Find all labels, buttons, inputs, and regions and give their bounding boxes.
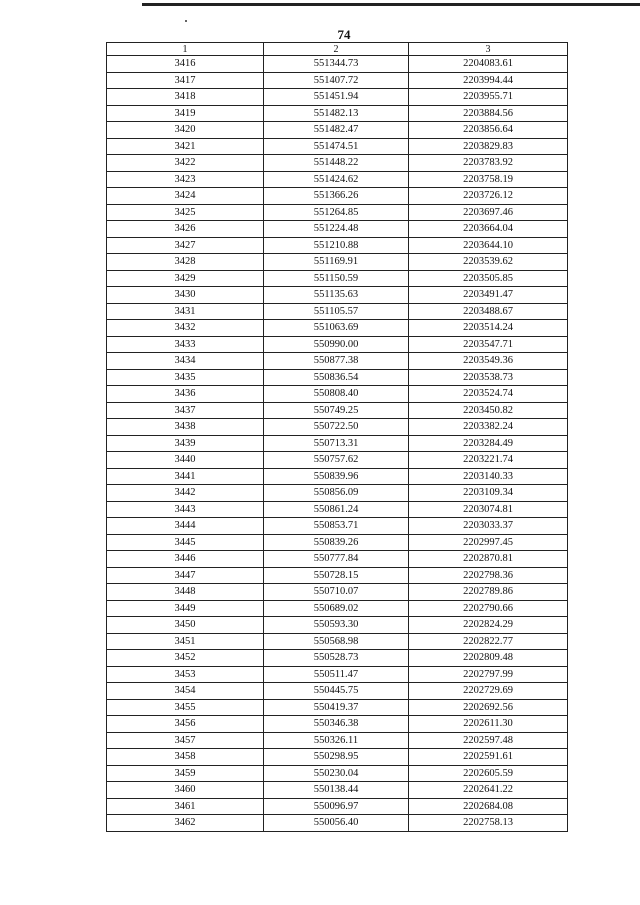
cell-point-number: 3430 xyxy=(107,287,264,304)
cell-x-coordinate: 550713.31 xyxy=(264,435,409,452)
cell-y-coordinate: 2202790.66 xyxy=(409,600,568,617)
cell-x-coordinate: 550568.98 xyxy=(264,633,409,650)
table-row xyxy=(107,501,568,518)
cell-point-number: 3432 xyxy=(107,320,264,337)
cell-y-coordinate: 2202997.45 xyxy=(409,534,568,551)
cell-y-coordinate: 2202809.48 xyxy=(409,650,568,667)
cell-x-coordinate: 550326.11 xyxy=(264,732,409,749)
cell-x-coordinate: 551135.63 xyxy=(264,287,409,304)
table-row xyxy=(107,72,568,89)
cell-x-coordinate: 550808.40 xyxy=(264,386,409,403)
cell-y-coordinate: 2202692.56 xyxy=(409,699,568,716)
cell-y-coordinate: 2203884.56 xyxy=(409,105,568,122)
cell-point-number: 3437 xyxy=(107,402,264,419)
cell-x-coordinate: 550749.25 xyxy=(264,402,409,419)
cell-x-coordinate: 550877.38 xyxy=(264,353,409,370)
table-row xyxy=(107,518,568,535)
cell-x-coordinate: 551169.91 xyxy=(264,254,409,271)
cell-point-number: 3431 xyxy=(107,303,264,320)
cell-point-number: 3434 xyxy=(107,353,264,370)
cell-point-number: 3427 xyxy=(107,237,264,254)
cell-x-coordinate: 551424.62 xyxy=(264,171,409,188)
table-row xyxy=(107,584,568,601)
cell-x-coordinate: 550419.37 xyxy=(264,699,409,716)
table-row xyxy=(107,122,568,139)
cell-y-coordinate: 2202591.61 xyxy=(409,749,568,766)
cell-x-coordinate: 550710.07 xyxy=(264,584,409,601)
cell-y-coordinate: 2202597.48 xyxy=(409,732,568,749)
table-row xyxy=(107,270,568,287)
table-row xyxy=(107,716,568,733)
cell-x-coordinate: 550346.38 xyxy=(264,716,409,733)
table-row xyxy=(107,617,568,634)
cell-x-coordinate: 551407.72 xyxy=(264,72,409,89)
table-row xyxy=(107,138,568,155)
top-border-rule xyxy=(142,3,640,6)
cell-point-number: 3423 xyxy=(107,171,264,188)
cell-x-coordinate: 551344.73 xyxy=(264,56,409,73)
cell-y-coordinate: 2203549.36 xyxy=(409,353,568,370)
cell-point-number: 3429 xyxy=(107,270,264,287)
coordinates-table xyxy=(106,42,568,832)
table-row xyxy=(107,600,568,617)
cell-y-coordinate: 2203697.46 xyxy=(409,204,568,221)
cell-point-number: 3445 xyxy=(107,534,264,551)
table-row xyxy=(107,435,568,452)
cell-x-coordinate: 550777.84 xyxy=(264,551,409,568)
cell-point-number: 3442 xyxy=(107,485,264,502)
cell-x-coordinate: 550528.73 xyxy=(264,650,409,667)
cell-point-number: 3441 xyxy=(107,468,264,485)
table-row xyxy=(107,320,568,337)
cell-y-coordinate: 2203644.10 xyxy=(409,237,568,254)
cell-x-coordinate: 551150.59 xyxy=(264,270,409,287)
cell-point-number: 3424 xyxy=(107,188,264,205)
cell-point-number: 3422 xyxy=(107,155,264,172)
table-row xyxy=(107,386,568,403)
cell-point-number: 3450 xyxy=(107,617,264,634)
cell-point-number: 3453 xyxy=(107,666,264,683)
column-header-x: 2 xyxy=(264,43,409,56)
cell-point-number: 3416 xyxy=(107,56,264,73)
cell-point-number: 3438 xyxy=(107,419,264,436)
cell-x-coordinate: 551451.94 xyxy=(264,89,409,106)
cell-y-coordinate: 2202798.36 xyxy=(409,567,568,584)
cell-x-coordinate: 550445.75 xyxy=(264,683,409,700)
table-row xyxy=(107,666,568,683)
cell-y-coordinate: 2202605.59 xyxy=(409,765,568,782)
table-row xyxy=(107,89,568,106)
cell-y-coordinate: 2202870.81 xyxy=(409,551,568,568)
cell-x-coordinate: 550990.00 xyxy=(264,336,409,353)
scan-speck xyxy=(185,20,187,22)
cell-y-coordinate: 2203994.44 xyxy=(409,72,568,89)
cell-y-coordinate: 2203140.33 xyxy=(409,468,568,485)
table-row xyxy=(107,105,568,122)
cell-x-coordinate: 551105.57 xyxy=(264,303,409,320)
cell-x-coordinate: 551366.26 xyxy=(264,188,409,205)
cell-point-number: 3454 xyxy=(107,683,264,700)
cell-x-coordinate: 551063.69 xyxy=(264,320,409,337)
cell-x-coordinate: 551210.88 xyxy=(264,237,409,254)
cell-point-number: 3418 xyxy=(107,89,264,106)
cell-x-coordinate: 550853.71 xyxy=(264,518,409,535)
cell-y-coordinate: 2203547.71 xyxy=(409,336,568,353)
table-row xyxy=(107,221,568,238)
cell-x-coordinate: 551474.51 xyxy=(264,138,409,155)
cell-point-number: 3460 xyxy=(107,782,264,799)
cell-x-coordinate: 550861.24 xyxy=(264,501,409,518)
cell-y-coordinate: 2202684.08 xyxy=(409,798,568,815)
cell-y-coordinate: 2202729.69 xyxy=(409,683,568,700)
cell-x-coordinate: 551482.47 xyxy=(264,122,409,139)
cell-y-coordinate: 2203726.12 xyxy=(409,188,568,205)
cell-x-coordinate: 550839.96 xyxy=(264,468,409,485)
cell-x-coordinate: 550839.26 xyxy=(264,534,409,551)
cell-point-number: 3448 xyxy=(107,584,264,601)
cell-point-number: 3461 xyxy=(107,798,264,815)
column-header-y: 3 xyxy=(409,43,568,56)
table-row xyxy=(107,765,568,782)
cell-y-coordinate: 2203491.47 xyxy=(409,287,568,304)
cell-y-coordinate: 2203955.71 xyxy=(409,89,568,106)
cell-y-coordinate: 2203539.62 xyxy=(409,254,568,271)
cell-y-coordinate: 2202641.22 xyxy=(409,782,568,799)
cell-y-coordinate: 2203109.34 xyxy=(409,485,568,502)
cell-y-coordinate: 2202758.13 xyxy=(409,815,568,832)
cell-x-coordinate: 550728.15 xyxy=(264,567,409,584)
cell-point-number: 3425 xyxy=(107,204,264,221)
cell-y-coordinate: 2203382.24 xyxy=(409,419,568,436)
table-row xyxy=(107,485,568,502)
cell-y-coordinate: 2203221.74 xyxy=(409,452,568,469)
table-row xyxy=(107,56,568,73)
cell-point-number: 3447 xyxy=(107,567,264,584)
table-header-row xyxy=(107,43,568,56)
table-row xyxy=(107,188,568,205)
cell-point-number: 3417 xyxy=(107,72,264,89)
cell-point-number: 3451 xyxy=(107,633,264,650)
cell-point-number: 3444 xyxy=(107,518,264,535)
table-row xyxy=(107,353,568,370)
cell-point-number: 3440 xyxy=(107,452,264,469)
cell-y-coordinate: 2202789.86 xyxy=(409,584,568,601)
cell-point-number: 3428 xyxy=(107,254,264,271)
table-row xyxy=(107,732,568,749)
table-row xyxy=(107,749,568,766)
cell-x-coordinate: 550593.30 xyxy=(264,617,409,634)
cell-point-number: 3449 xyxy=(107,600,264,617)
cell-x-coordinate: 550138.44 xyxy=(264,782,409,799)
cell-point-number: 3426 xyxy=(107,221,264,238)
table-row xyxy=(107,254,568,271)
cell-y-coordinate: 2203538.73 xyxy=(409,369,568,386)
cell-point-number: 3420 xyxy=(107,122,264,139)
table-row xyxy=(107,815,568,832)
cell-x-coordinate: 550511.47 xyxy=(264,666,409,683)
table-row xyxy=(107,468,568,485)
cell-x-coordinate: 551264.85 xyxy=(264,204,409,221)
cell-point-number: 3443 xyxy=(107,501,264,518)
cell-y-coordinate: 2203514.24 xyxy=(409,320,568,337)
cell-point-number: 3458 xyxy=(107,749,264,766)
cell-y-coordinate: 2202824.29 xyxy=(409,617,568,634)
cell-point-number: 3459 xyxy=(107,765,264,782)
cell-x-coordinate: 550856.09 xyxy=(264,485,409,502)
cell-y-coordinate: 2203074.81 xyxy=(409,501,568,518)
cell-y-coordinate: 2203488.67 xyxy=(409,303,568,320)
cell-point-number: 3439 xyxy=(107,435,264,452)
table-row xyxy=(107,782,568,799)
cell-y-coordinate: 2203829.83 xyxy=(409,138,568,155)
page-number: 74 xyxy=(337,27,351,42)
cell-point-number: 3419 xyxy=(107,105,264,122)
cell-x-coordinate: 551448.22 xyxy=(264,155,409,172)
table-row xyxy=(107,633,568,650)
cell-x-coordinate: 550230.04 xyxy=(264,765,409,782)
cell-x-coordinate: 551224.48 xyxy=(264,221,409,238)
table-row xyxy=(107,303,568,320)
table-row xyxy=(107,534,568,551)
cell-x-coordinate: 550757.62 xyxy=(264,452,409,469)
cell-x-coordinate: 550836.54 xyxy=(264,369,409,386)
cell-y-coordinate: 2203664.04 xyxy=(409,221,568,238)
cell-point-number: 3455 xyxy=(107,699,264,716)
cell-y-coordinate: 2202822.77 xyxy=(409,633,568,650)
cell-x-coordinate: 550056.40 xyxy=(264,815,409,832)
cell-x-coordinate: 550722.50 xyxy=(264,419,409,436)
cell-x-coordinate: 550096.97 xyxy=(264,798,409,815)
cell-point-number: 3462 xyxy=(107,815,264,832)
table-row xyxy=(107,683,568,700)
cell-y-coordinate: 2203758.19 xyxy=(409,171,568,188)
cell-point-number: 3435 xyxy=(107,369,264,386)
cell-point-number: 3452 xyxy=(107,650,264,667)
cell-y-coordinate: 2202611.30 xyxy=(409,716,568,733)
cell-point-number: 3457 xyxy=(107,732,264,749)
table-row xyxy=(107,171,568,188)
cell-y-coordinate: 2203524.74 xyxy=(409,386,568,403)
cell-y-coordinate: 2204083.61 xyxy=(409,56,568,73)
table-row xyxy=(107,336,568,353)
table-row xyxy=(107,369,568,386)
cell-y-coordinate: 2203505.85 xyxy=(409,270,568,287)
table-row xyxy=(107,155,568,172)
cell-x-coordinate: 550689.02 xyxy=(264,600,409,617)
cell-x-coordinate: 551482.13 xyxy=(264,105,409,122)
cell-point-number: 3446 xyxy=(107,551,264,568)
cell-y-coordinate: 2203783.92 xyxy=(409,155,568,172)
table-row xyxy=(107,287,568,304)
table-row xyxy=(107,551,568,568)
cell-point-number: 3436 xyxy=(107,386,264,403)
cell-point-number: 3433 xyxy=(107,336,264,353)
table-row xyxy=(107,452,568,469)
cell-point-number: 3421 xyxy=(107,138,264,155)
cell-y-coordinate: 2203856.64 xyxy=(409,122,568,139)
table-row xyxy=(107,567,568,584)
table-row xyxy=(107,650,568,667)
table-row xyxy=(107,402,568,419)
table-row xyxy=(107,419,568,436)
cell-y-coordinate: 2202797.99 xyxy=(409,666,568,683)
cell-point-number: 3456 xyxy=(107,716,264,733)
cell-x-coordinate: 550298.95 xyxy=(264,749,409,766)
table-row xyxy=(107,204,568,221)
column-header-point: 1 xyxy=(107,43,264,56)
cell-y-coordinate: 2203450.82 xyxy=(409,402,568,419)
table-row xyxy=(107,237,568,254)
table-row xyxy=(107,798,568,815)
cell-y-coordinate: 2203033.37 xyxy=(409,518,568,535)
cell-y-coordinate: 2203284.49 xyxy=(409,435,568,452)
table-row xyxy=(107,699,568,716)
table-body xyxy=(107,56,568,832)
